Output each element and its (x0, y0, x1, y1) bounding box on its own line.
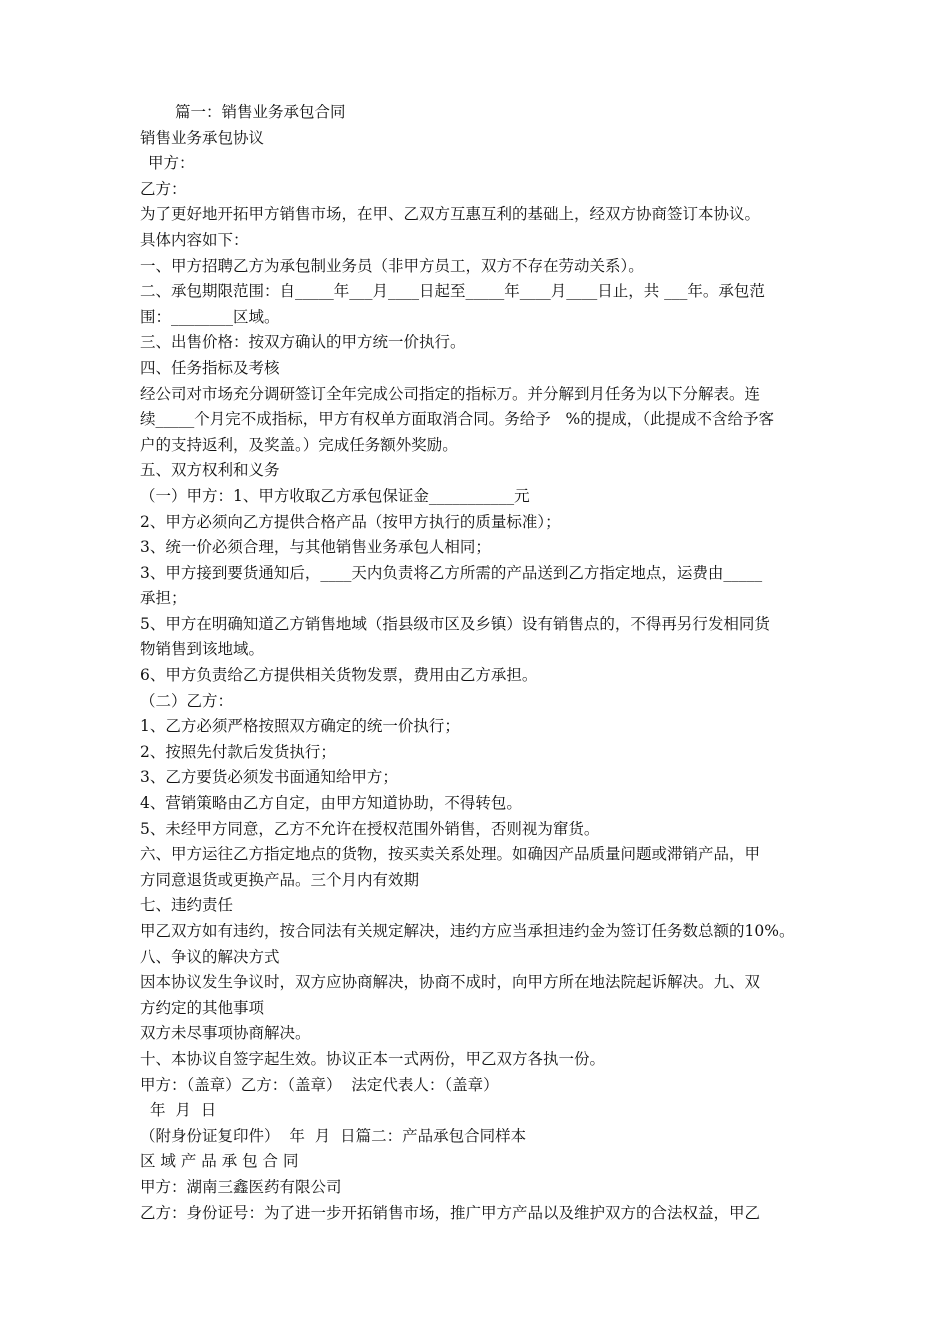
clause-3: 三、出售价格：按双方确认的甲方统一价执行。 (140, 333, 466, 352)
clause-1: 一、甲方招聘乙方为承包制业务员（非甲方员工，双方不存在劳动关系）。 (140, 256, 644, 275)
preamble-line-2: 具体内容如下： (140, 230, 249, 249)
party-a-duty-3: 3、统一价必须合理，与其他销售业务承包人相同； (140, 538, 491, 557)
section-title-part-one: 篇一：销售业务承包合同 (175, 103, 346, 121)
clause-7-body: 甲乙双方如有违约，按合同法有关规定解决，违约方应当承担违约金为签订任务数总额的10%。 (140, 922, 795, 940)
clause-6-line-1: 六、甲方运往乙方指定地点的货物，按买卖关系处理。如确因产品质量问题或滞销产品，甲 (140, 845, 761, 864)
clause-4-line-3: 户的支持返利，及奖盖。）完成任务额外奖励。 (140, 435, 458, 454)
preamble-line-1: 为了更好地开拓甲方销售市场，在甲、乙双方互惠互利的基础上，经双方协商签订本协议。 (140, 205, 761, 224)
party-a-label: 甲方： (148, 154, 195, 173)
clause-9-body: 双方未尽事项协商解决。 (140, 1024, 311, 1043)
party-a-duty-4-line-2: 承担； (140, 589, 187, 608)
party-b-duties-heading: （二）乙方： (140, 691, 234, 710)
clause-10: 十、本协议自签字起生效。协议正本一式两份，甲乙双方各执一份。 (140, 1049, 606, 1068)
clause-2-line-2: 围：________区域。 (140, 307, 280, 326)
party-a-duty-6: 6、甲方负责给乙方提供相关货物发票，费用由乙方承担。 (140, 666, 538, 685)
party-b-label: 乙方： (140, 179, 187, 198)
clause-4-line-2: 续_____个月完不成指标，甲方有权单方面取消合同。务给予 %的提成，（此提成不含给予客 (140, 410, 775, 429)
clause-2-line-1: 二、承包期限范围：自_____年___月____日起至_____年____月____日止，共 ___年。承包范 (140, 282, 765, 301)
clause-4-line-1: 经公司对市场充分调研签订全年完成公司指定的指标万。并分解到月任务为以下分解表。连 (140, 384, 761, 403)
clause-8-body-line-2: 方约定的其他事项 (140, 998, 265, 1017)
section-title-part-two: 区 域 产 品 承 包 合 同 (140, 1152, 299, 1171)
party-b-duty-2: 2、按照先付款后发货执行； (140, 742, 336, 761)
attachment-line: （附身份证复印件） 年 月 日篇二：产品承包合同样本 (140, 1126, 527, 1145)
signature-line: 甲方：（盖章）乙方：（盖章） 法定代表人：（盖章） (140, 1075, 499, 1094)
clause-4-heading: 四、任务指标及考核 (140, 358, 280, 377)
agreement-title: 销售业务承包协议 (140, 128, 265, 147)
party-b-duty-3: 3、乙方要货必须发书面通知给甲方； (140, 768, 398, 787)
party-a-duty-4-line-1: 3、甲方接到要货通知后，____天内负责将乙方所需的产品送到乙方指定地点，运费由_____ (140, 563, 763, 582)
party-a-duty-5-line-2: 物销售到该地域。 (140, 640, 265, 659)
date-line: 年 月 日 (150, 1101, 217, 1120)
party-b-duty-1: 1、乙方必须严格按照双方确定的统一价执行； (140, 717, 460, 736)
clause-8-heading: 八、争议的解决方式 (140, 947, 280, 966)
clause-6-line-2: 方同意退货或更换产品。三个月内有效期 (140, 870, 420, 889)
document-body (140, 100, 820, 1226)
clause-8-body-line-1: 因本协议发生争议时，双方应协商解决，协商不成时，向甲方所在地法院起诉解决。九、双 (140, 973, 761, 992)
clause-7-heading: 七、违约责任 (140, 896, 234, 915)
clause-5-heading: 五、双方权利和义务 (140, 461, 280, 480)
party-a-name: 甲方：湖南三鑫医药有限公司 (140, 1177, 342, 1196)
party-b-intro: 乙方：身份证号：为了进一步开拓销售市场，推广甲方产品以及维护双方的合法权益，甲乙 (140, 1203, 761, 1222)
party-b-duty-5: 5、未经甲方同意，乙方不允许在授权范围外销售，否则视为窜货。 (140, 819, 600, 838)
party-a-duty-5-line-1: 5、甲方在明确知道乙方销售地域（指县级市区及乡镇）设有销售点的，不得再另行发相同货 (140, 614, 770, 633)
party-b-duty-4: 4、营销策略由乙方自定，由甲方知道协助，不得转包。 (140, 794, 522, 813)
party-a-duty-1: （一）甲方：1、甲方收取乙方承包保证金___________元 (140, 486, 530, 505)
party-a-duty-2: 2、甲方必须向乙方提供合格产品（按甲方执行的质量标准）； (140, 512, 561, 531)
